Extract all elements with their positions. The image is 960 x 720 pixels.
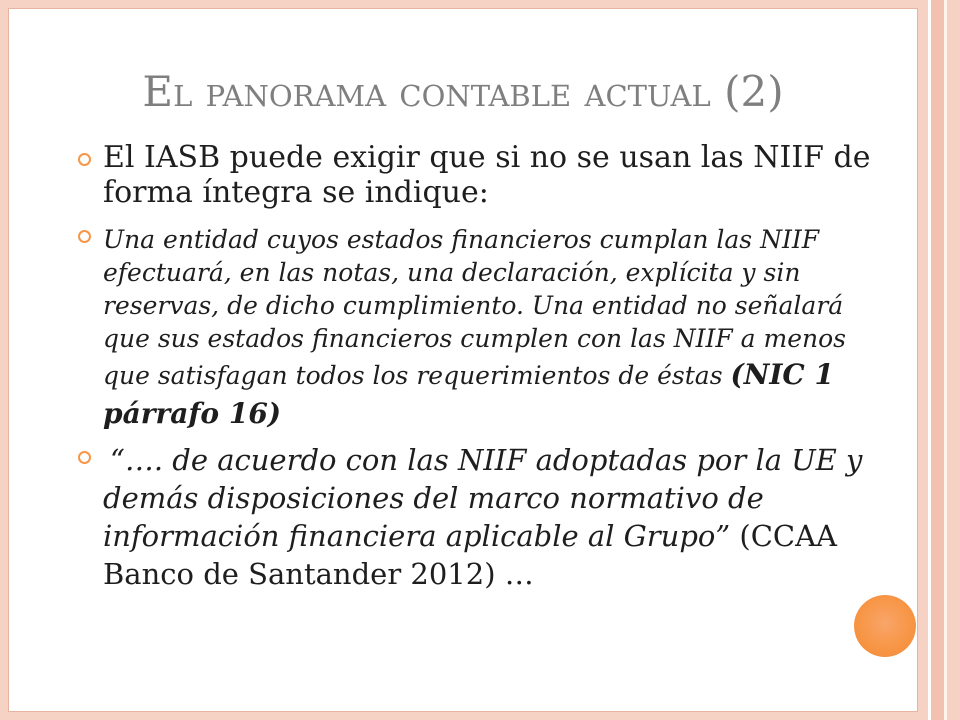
bullet-ring-icon [78,230,91,243]
right-border-stripe-light [944,0,947,720]
bullet-3-quote-text: información financiera aplicable al Grupo” [103,519,731,553]
bullet-1-line: El IASB puede exigir que si no se usan las NIIF de [103,140,871,175]
bullet-ring-icon [78,451,91,464]
bullet-2-line [103,394,281,434]
bullet-1-line: forma íntegra se indique: [103,175,489,210]
bullet-ring-icon [78,153,91,166]
bullet-3-source-line: Banco de Santander 2012) … [103,557,534,591]
orange-circle-decoration [854,595,916,657]
bullet-2-line: efectuará, en las notas, una declaración, explícita y sin [103,258,801,287]
bullet-2-line: Una entidad cuyos estados financieros cumplan las NIIF [103,225,820,254]
bullet-3-quote-line: demás disposiciones del marco normativo de [103,481,764,515]
slide-title: El panorama contable actual (2) [142,67,784,116]
nic-reference: párrafo 16) [103,397,282,430]
bullet-3-line [103,517,837,555]
slide-title-row [8,67,918,116]
bullet-3-source-text: (CCAA [739,519,837,553]
bullet-3-quote-line: “…. de acuerdo con las NIIF adoptadas por la UE y [110,443,863,477]
bullet-2-line [103,355,834,395]
bullet-2-line: que sus estados financieros cumplen con las NIIF a menos [103,324,846,353]
nic-reference: (NIC 1 [730,358,834,391]
bullet-2-text: que satisfagan todos los requerimientos de éstas [103,361,723,390]
bullet-2-line: reservas, de dicho cumplimiento. Una entidad no señalará [103,291,844,320]
right-border-stripe [931,0,944,720]
